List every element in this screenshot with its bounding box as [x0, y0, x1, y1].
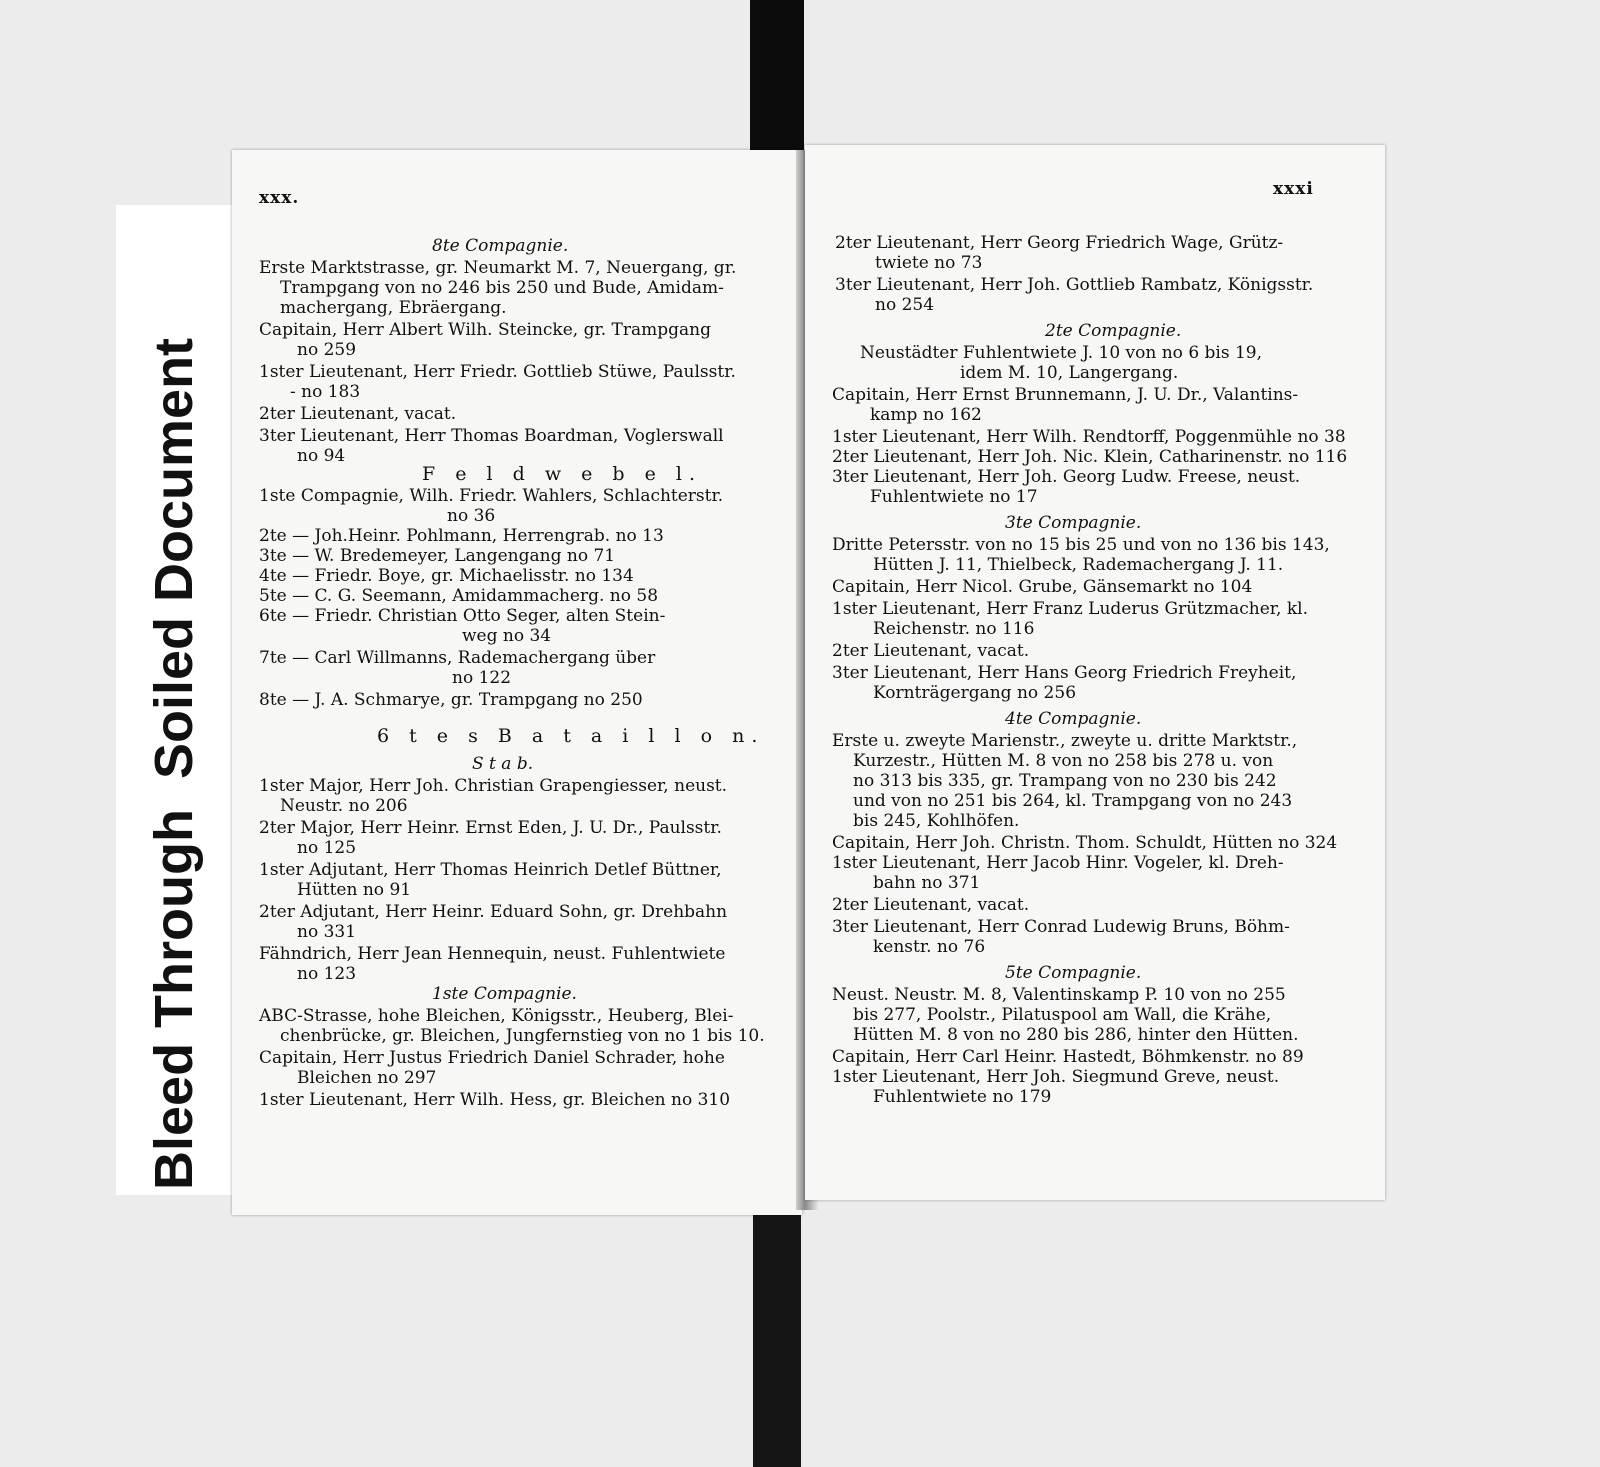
right-page-text-line: Hütten J. 11, Thielbeck, Rademachergang J. 11. — [873, 555, 1284, 575]
left-page-text-line: Neustr. no 206 — [280, 796, 408, 816]
right-page-text-line: kamp no 162 — [870, 405, 982, 425]
left-page-text-line: 6 t e s B a t a i l l o n. — [377, 725, 765, 747]
left-page-text-line: no 123 — [297, 964, 357, 984]
right-page-text-line: bahn no 371 — [873, 873, 981, 893]
left-page-text-line: S t a b. — [472, 754, 534, 774]
left-page-text-line: 2ter Lieutenant, vacat. — [259, 404, 457, 424]
left-page-text-line: no 94 — [297, 446, 346, 466]
right-page-text-line: Dritte Petersstr. von no 15 bis 25 und von no 136 bis 143, — [832, 535, 1330, 555]
right-page-text-line: Reichenstr. no 116 — [873, 619, 1035, 639]
right-page-text-line: 2ter Lieutenant, Herr Georg Friedrich Wage, Grütz- — [835, 233, 1284, 253]
left-page-text-line: Erste Marktstrasse, gr. Neumarkt M. 7, Neuergang, gr. — [259, 258, 737, 278]
right-page-text-line: 5te Compagnie. — [1005, 963, 1142, 983]
left-page-text-line: Trampgang von no 246 bis 250 und Bude, Amidam- — [280, 278, 724, 298]
right-page-text-line: bis 245, Kohlhöfen. — [853, 811, 1020, 831]
right-page-text-line: twiete no 73 — [875, 253, 983, 273]
right-page-text-line: Neust. Neustr. M. 8, Valentinskamp P. 10 von no 255 — [832, 985, 1286, 1005]
left-page-text-line: no 122 — [452, 668, 512, 688]
right-page-text-line: kenstr. no 76 — [873, 937, 986, 957]
right-page-text-line: Capitain, Herr Nicol. Grube, Gänsemarkt no 104 — [832, 577, 1253, 597]
left-page-text-line: 5te — C. G. Seemann, Amidammacherg. no 58 — [259, 586, 659, 606]
left-page-text-line: 1ste Compagnie, Wilh. Friedr. Wahlers, Schlachterstr. — [259, 486, 724, 506]
left-page-number: xxx. — [259, 188, 300, 208]
right-page-text-line: 1ster Lieutenant, Herr Franz Luderus Grützmacher, kl. — [832, 599, 1308, 619]
right-page-text-line: Capitain, Herr Carl Heinr. Hastedt, Böhmkenstr. no 89 — [832, 1047, 1304, 1067]
stamp-text — [116, 200, 232, 1190]
right-page — [805, 145, 1385, 1200]
left-page-text-line: 1ster Major, Herr Joh. Christian Grapengiesser, neust. — [259, 776, 728, 796]
left-page-text-line: 8te — J. A. Schmarye, gr. Trampgang no 250 — [259, 690, 643, 710]
right-page-text-line: 3ter Lieutenant, Herr Hans Georg Friedrich Freyheit, — [832, 663, 1297, 683]
left-page-text-line: ABC-Strasse, hohe Bleichen, Königsstr., Heuberg, Blei- — [259, 1006, 734, 1026]
left-page-text-line: 1ster Lieutenant, Herr Friedr. Gottlieb Stüwe, Paulsstr. — [259, 362, 736, 382]
stamp-label — [116, 205, 232, 1195]
right-page-text-line: Capitain, Herr Joh. Christn. Thom. Schuldt, Hütten no 324 — [832, 833, 1338, 853]
right-page-text-line: no 313 bis 335, gr. Trampang von no 230 bis 242 — [853, 771, 1277, 791]
right-page-text-line: Erste u. zweyte Marienstr., zweyte u. dritte Marktstr., — [832, 731, 1298, 751]
left-page-text-line: Fähndrich, Herr Jean Hennequin, neust. Fuhlentwiete — [259, 944, 726, 964]
left-page-text-line: 2ter Major, Herr Heinr. Ernst Eden, J. U. Dr., Paulsstr. — [259, 818, 722, 838]
right-page-text-line: Fuhlentwiete no 179 — [873, 1087, 1052, 1107]
binding-tape-top — [750, 0, 804, 150]
right-page-text-line: und von no 251 bis 264, kl. Trampgang von no 243 — [853, 791, 1293, 811]
left-page-text-line: Hütten no 91 — [297, 880, 412, 900]
left-page-text-line: machergang, Ebräergang. — [280, 298, 507, 318]
right-page-text-line: 3ter Lieutenant, Herr Conrad Ludewig Bruns, Böhm- — [832, 917, 1290, 937]
right-page-text-line: Kurzestr., Hütten M. 8 von no 258 bis 278 u. von — [853, 751, 1274, 771]
right-page-text-line: 2ter Lieutenant, Herr Joh. Nic. Klein, Catharinenstr. no 116 — [832, 447, 1348, 467]
right-page-text-line: Kornträgergang no 256 — [873, 683, 1077, 703]
right-page-text-line: Capitain, Herr Ernst Brunnemann, J. U. Dr., Valantins- — [832, 385, 1299, 405]
right-page-text-line: 1ster Lieutenant, Herr Jacob Hinr. Vogeler, kl. Dreh- — [832, 853, 1284, 873]
left-page-text-line: no 259 — [297, 340, 357, 360]
right-page-text-line: no 254 — [875, 295, 935, 315]
left-page-text-line: 4te — Friedr. Boye, gr. Michaelisstr. no 134 — [259, 566, 634, 586]
right-page-text-line: Hütten M. 8 von no 280 bis 286, hinter den Hütten. — [853, 1025, 1299, 1045]
left-page-text-line: 1ste Compagnie. — [432, 984, 577, 1004]
left-page-text-line: 1ster Lieutenant, Herr Wilh. Hess, gr. Bleichen no 310 — [259, 1090, 731, 1110]
right-page-text-line: 3te Compagnie. — [1005, 513, 1142, 533]
right-page-text-line: idem M. 10, Langergang. — [960, 363, 1179, 383]
left-page-text-line: no 36 — [447, 506, 496, 526]
right-page-text-line: 3ter Lieutenant, Herr Joh. Gottlieb Rambatz, Königsstr. — [835, 275, 1314, 295]
left-page-text-line: 2ter Adjutant, Herr Heinr. Eduard Sohn, gr. Drehbahn — [259, 902, 728, 922]
right-page-text-line: 1ster Lieutenant, Herr Joh. Siegmund Greve, neust. — [832, 1067, 1280, 1087]
stamp-text-bleed-through: Bleed Through — [144, 809, 204, 1190]
left-page-text-line: Bleichen no 297 — [297, 1068, 437, 1088]
binding-tape-bottom — [753, 1205, 801, 1467]
left-page-text-line: weg no 34 — [462, 626, 552, 646]
right-page-text-line: bis 277, Poolstr., Pilatuspool am Wall, die Krähe, — [853, 1005, 1272, 1025]
left-page-text-line: no 125 — [297, 838, 357, 858]
right-page-text-line: 1ster Lieutenant, Herr Wilh. Rendtorff, Poggenmühle no 38 — [832, 427, 1346, 447]
right-page-text-line: Fuhlentwiete no 17 — [870, 487, 1038, 507]
left-page-text-line: 1ster Adjutant, Herr Thomas Heinrich Detlef Büttner, — [259, 860, 722, 880]
left-page-text-line: 6te — Friedr. Christian Otto Seger, alten Stein- — [259, 606, 666, 626]
left-page-text-line: no 331 — [297, 922, 357, 942]
right-page-number: xxxi — [1273, 179, 1314, 199]
right-page-text-line: 2ter Lieutenant, vacat. — [832, 641, 1030, 661]
left-page-text-line: 2te — Joh.Heinr. Pohlmann, Herrengrab. no 13 — [259, 526, 664, 546]
left-page-text-line: Capitain, Herr Justus Friedrich Daniel Schrader, hohe — [259, 1048, 725, 1068]
right-page-text-line: 4te Compagnie. — [1005, 709, 1142, 729]
stamp-text-soiled-document: Soiled Document — [144, 337, 204, 779]
left-page — [232, 150, 802, 1215]
left-page-text-line: 7te — Carl Willmanns, Rademachergang über — [259, 648, 656, 668]
right-page-text-line: 3ter Lieutenant, Herr Joh. Georg Ludw. Freese, neust. — [832, 467, 1301, 487]
right-page-text-line: 2ter Lieutenant, vacat. — [832, 895, 1030, 915]
right-page-text-line: 2te Compagnie. — [1045, 321, 1182, 341]
right-page-text-line: Neustädter Fuhlentwiete J. 10 von no 6 bis 19, — [860, 343, 1263, 363]
left-page-text-line: - no 183 — [290, 382, 361, 402]
left-page-text-line: 8te Compagnie. — [432, 236, 569, 256]
left-page-text-line: 3ter Lieutenant, Herr Thomas Boardman, Voglerswall — [259, 426, 724, 446]
left-page-text-line: Capitain, Herr Albert Wilh. Steincke, gr. Trampgang — [259, 320, 712, 340]
left-page-text-line: F e l d w e b e l. — [422, 463, 703, 485]
left-page-text-line: 3te — W. Bredemeyer, Langengang no 71 — [259, 546, 616, 566]
left-page-text-line: chenbrücke, gr. Bleichen, Jungfernstieg von no 1 bis 10. — [280, 1026, 765, 1046]
